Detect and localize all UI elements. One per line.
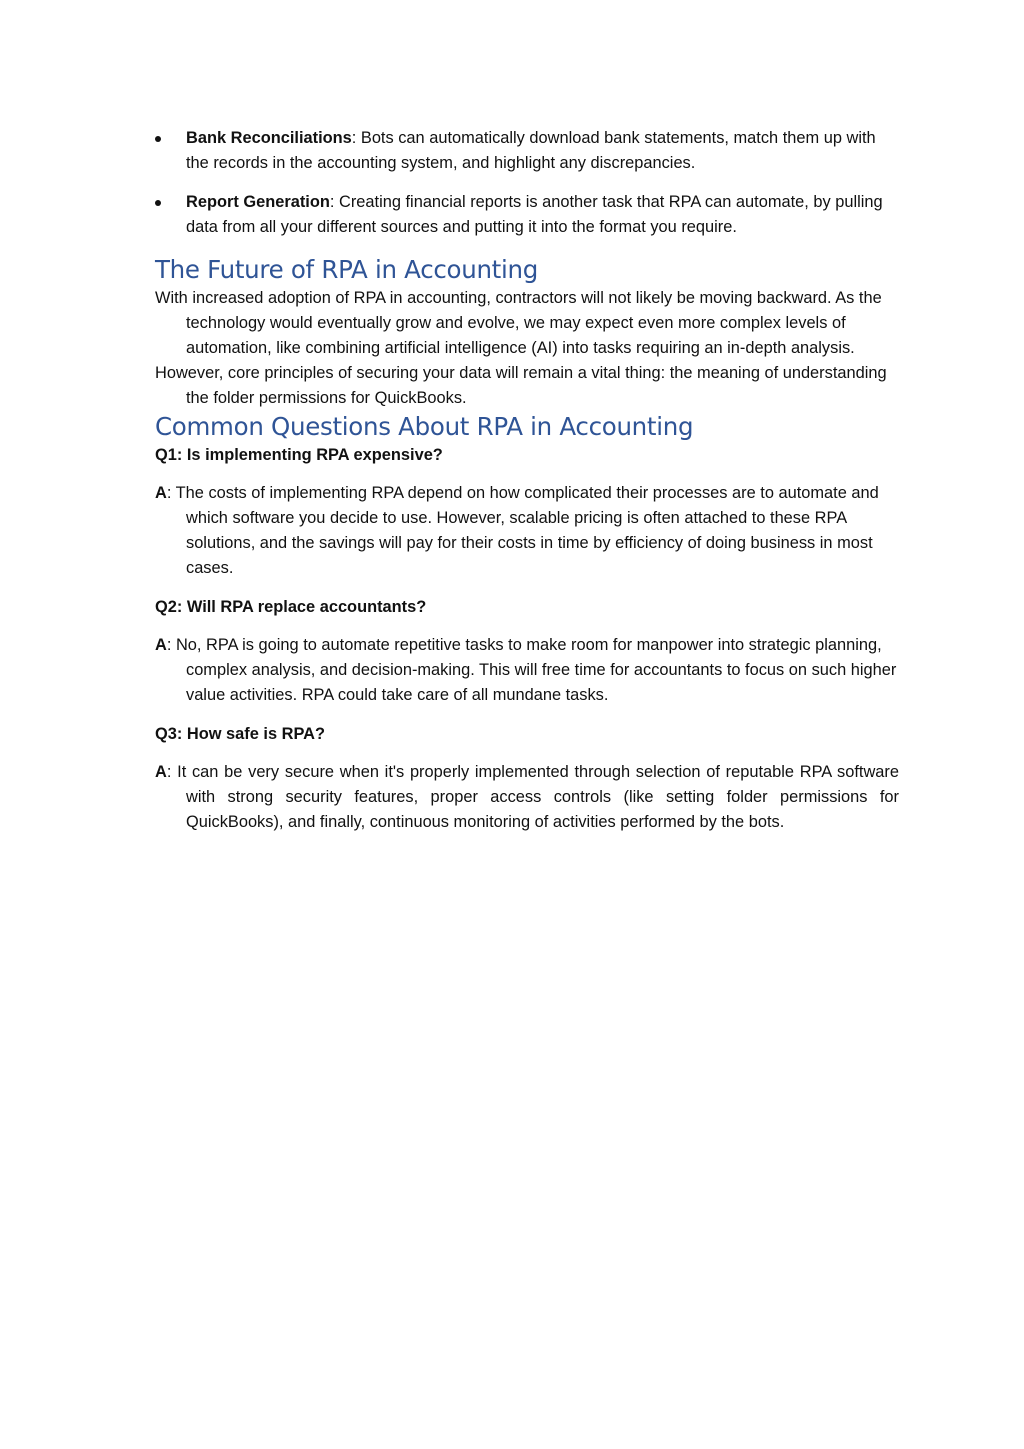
faq-answer-1 xyxy=(155,481,899,581)
task-bullet-list xyxy=(155,126,899,240)
future-section-heading: The Future of RPA in Accounting xyxy=(155,255,538,284)
answer-label: A xyxy=(155,763,167,781)
bullet-text: : Creating financial reports is another task that RPA can automate, by pulling data from all your different sources and putting it into the format you require. xyxy=(186,193,883,236)
bullet-term: Report Generation xyxy=(186,193,330,211)
answer-text: : It can be very secure when it's properly implemented through selection of reputable RPA software with strong security features, proper access controls (like setting folder permissions for QuickBooks), and finally, continuous monitoring of activities performed by the bots. xyxy=(166,763,899,831)
faq-question-2: Q2: Will RPA replace accountants? xyxy=(155,598,427,616)
faq-answer-3 xyxy=(155,760,899,835)
faq-section-heading: Common Questions About RPA in Accounting xyxy=(155,412,694,441)
bullet-term: Bank Reconciliations xyxy=(186,129,352,147)
answer-text: : The costs of implementing RPA depend on how complicated their processes are to automate and which software you decide to use. However, scalable pricing is often attached to these RPA solutions, and the savings will pay for their costs in time by efficiency of doing business in most cases. xyxy=(166,484,879,577)
faq-question-1: Q1: Is implementing RPA expensive? xyxy=(155,446,443,464)
answer-text: : No, RPA is going to automate repetitive tasks to make room for manpower into strategic planning, complex analysis, and decision-making. This will free time for accountants to focus on such higher value activities. RPA could take care of all mundane tasks. xyxy=(166,636,897,704)
document-page xyxy=(155,126,899,849)
bullet-item-report-generation xyxy=(155,190,899,240)
bullet-item-bank-reconciliations xyxy=(155,126,899,176)
answer-label: A xyxy=(155,484,167,502)
bullet-dot-icon xyxy=(155,200,161,206)
future-paragraph-2: However, core principles of securing your data will remain a vital thing: the meaning of understanding the folder permissions for QuickBooks. xyxy=(155,364,887,407)
faq-question-3: Q3: How safe is RPA? xyxy=(155,725,326,743)
bullet-text: : Bots can automatically download bank statements, match them up with the records in the accounting system, and highlight any discrepancies. xyxy=(186,129,876,172)
future-paragraph-1: With increased adoption of RPA in accounting, contractors will not likely be moving backward. As the technology would eventually grow and evolve, we may expect even more complex levels of automation, like combining artificial intelligence (AI) into tasks requiring an in-depth analysis. xyxy=(155,289,882,357)
bullet-dot-icon xyxy=(155,136,161,142)
answer-label: A xyxy=(155,636,167,654)
faq-answer-2 xyxy=(155,633,899,708)
